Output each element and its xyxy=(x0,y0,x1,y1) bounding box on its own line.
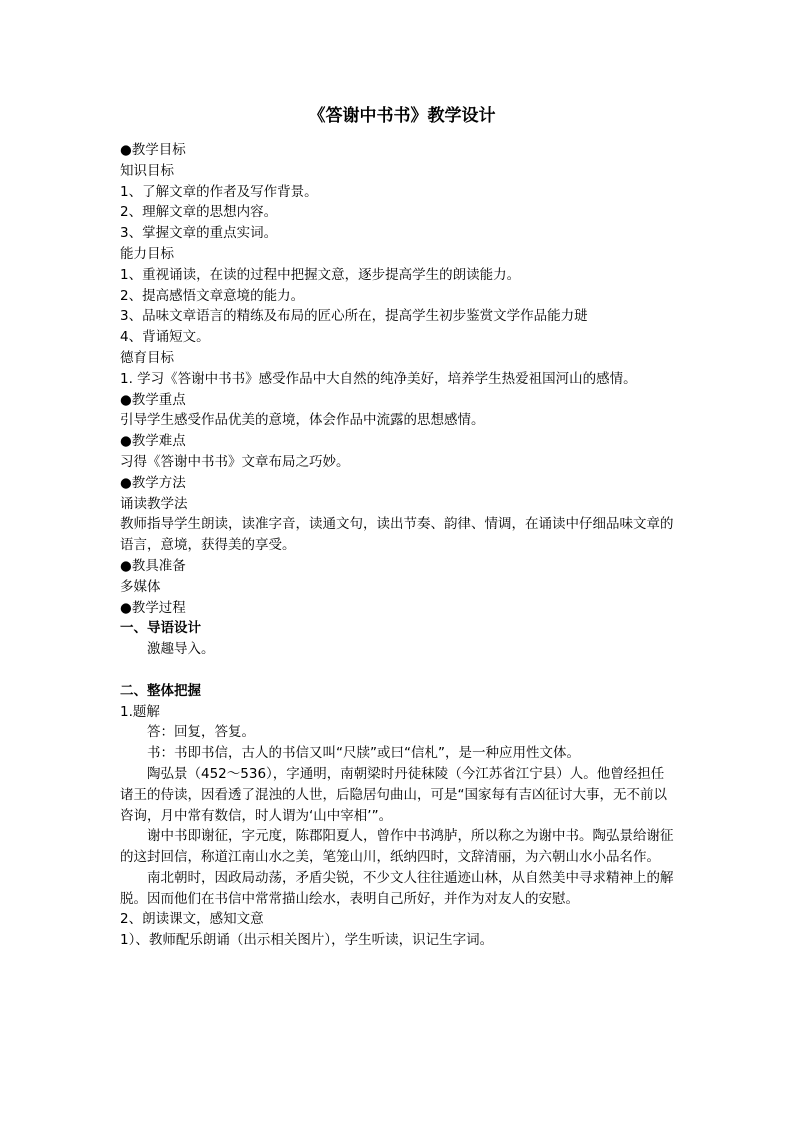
tools-text: 多媒体 xyxy=(120,578,161,595)
step1-text: 1）、教师配乐朗诵（出示相关图片），学生听读，识记生字词。 xyxy=(120,932,494,949)
difficulty-text: 习得《答谢中书书》文章布局之巧妙。 xyxy=(120,453,350,470)
book-text: 书：书即书信，古人的书信又叫“尺牍”或曰“信札”，是一种应用性文体。 xyxy=(147,745,580,762)
moral-heading: 德育目标 xyxy=(120,349,174,366)
ability-heading: 能力目标 xyxy=(120,245,174,262)
era-text: 南北朝时，因政局动荡，矛盾尖锐，不少文人往往遁迹山林，从自然美中寻求精神上的解脱。因而他们在书信中常常描山绘水，表明自己所好，并作为对友人的安慰。 xyxy=(120,869,674,907)
tao-text: 陶弘景（452～536），字通明，南朝梁时丹徒秣陵（今江苏省江宁县）人。他曾经担任诸王的侍读，因看透了混浊的人世，后隐居句曲山，可是“国家每有吉凶征讨大事，无不前以咨询，月中常有数信，时人谓为‘山中宰相’”。 xyxy=(120,765,667,824)
knowledge-item: 2、理解文章的思想内容。 xyxy=(120,204,278,221)
ability-item: 4、背诵短文。 xyxy=(120,329,210,346)
difficulty-heading: ●教学难点 xyxy=(120,433,186,450)
focus-text: 引导学生感受作品优美的意境，体会作品中流露的思想感情。 xyxy=(120,412,485,429)
goals-heading: ●教学目标 xyxy=(120,142,186,158)
knowledge-item: 3、掌握文章的重点实词。 xyxy=(120,225,278,242)
ability-item: 1、重视诵读，在读的过程中把握文意，逐步提高学生的朗读能力。 xyxy=(120,266,521,283)
moral-item: 1. 学习《答谢中书书》感受作品中大自然的纯净美好，培养学生热爱祖国河山的感情。 xyxy=(120,370,637,387)
section2-heading: 二、整体把握 xyxy=(120,682,201,699)
ability-item: 2、提高感悟文章意境的能力。 xyxy=(120,287,305,304)
tools-heading: ●教具准备 xyxy=(120,557,186,574)
process-heading: ●教学过程 xyxy=(120,599,186,616)
blank-line xyxy=(120,660,676,681)
document-title: 《答谢中书书》教学设计 xyxy=(308,106,496,126)
knowledge-heading: 知识目标 xyxy=(120,162,174,179)
method-text: 教师指导学生朗读，读准字音，读通文句，读出节奏、韵律、情调，在诵读中仔细品味文章的语言，意境，获得美的享受。 xyxy=(120,516,674,554)
section1-text: 激趣导入。 xyxy=(147,641,215,658)
answer-text: 答：回复，答复。 xyxy=(147,724,255,741)
sub1-heading: 1.题解 xyxy=(120,703,160,720)
method-heading: ●教学方法 xyxy=(120,474,186,491)
knowledge-item: 1、了解文章的作者及写作背景。 xyxy=(120,183,318,200)
sub2-heading: 2、朗读课文，感知文意 xyxy=(120,911,264,928)
document-page xyxy=(120,104,676,951)
method-name: 诵读教学法 xyxy=(120,495,188,512)
ability-item: 3、品味文章语言的精练及布局的匠心所在，提高学生初步鉴赏文学作品能力琎 xyxy=(120,308,588,325)
focus-heading: ●教学重点 xyxy=(120,391,186,408)
xie-text: 谢中书即谢征，字元度，陈郡阳夏人，曾作中书鸿胪，所以称之为谢中书。陶弘景给谢征的这封回信，称道江南山水之美，笔笼山川，纸纳四时，文辞清丽，为六朝山水小品名作。 xyxy=(120,828,674,866)
section1-heading: 一、导语设计 xyxy=(120,620,201,637)
